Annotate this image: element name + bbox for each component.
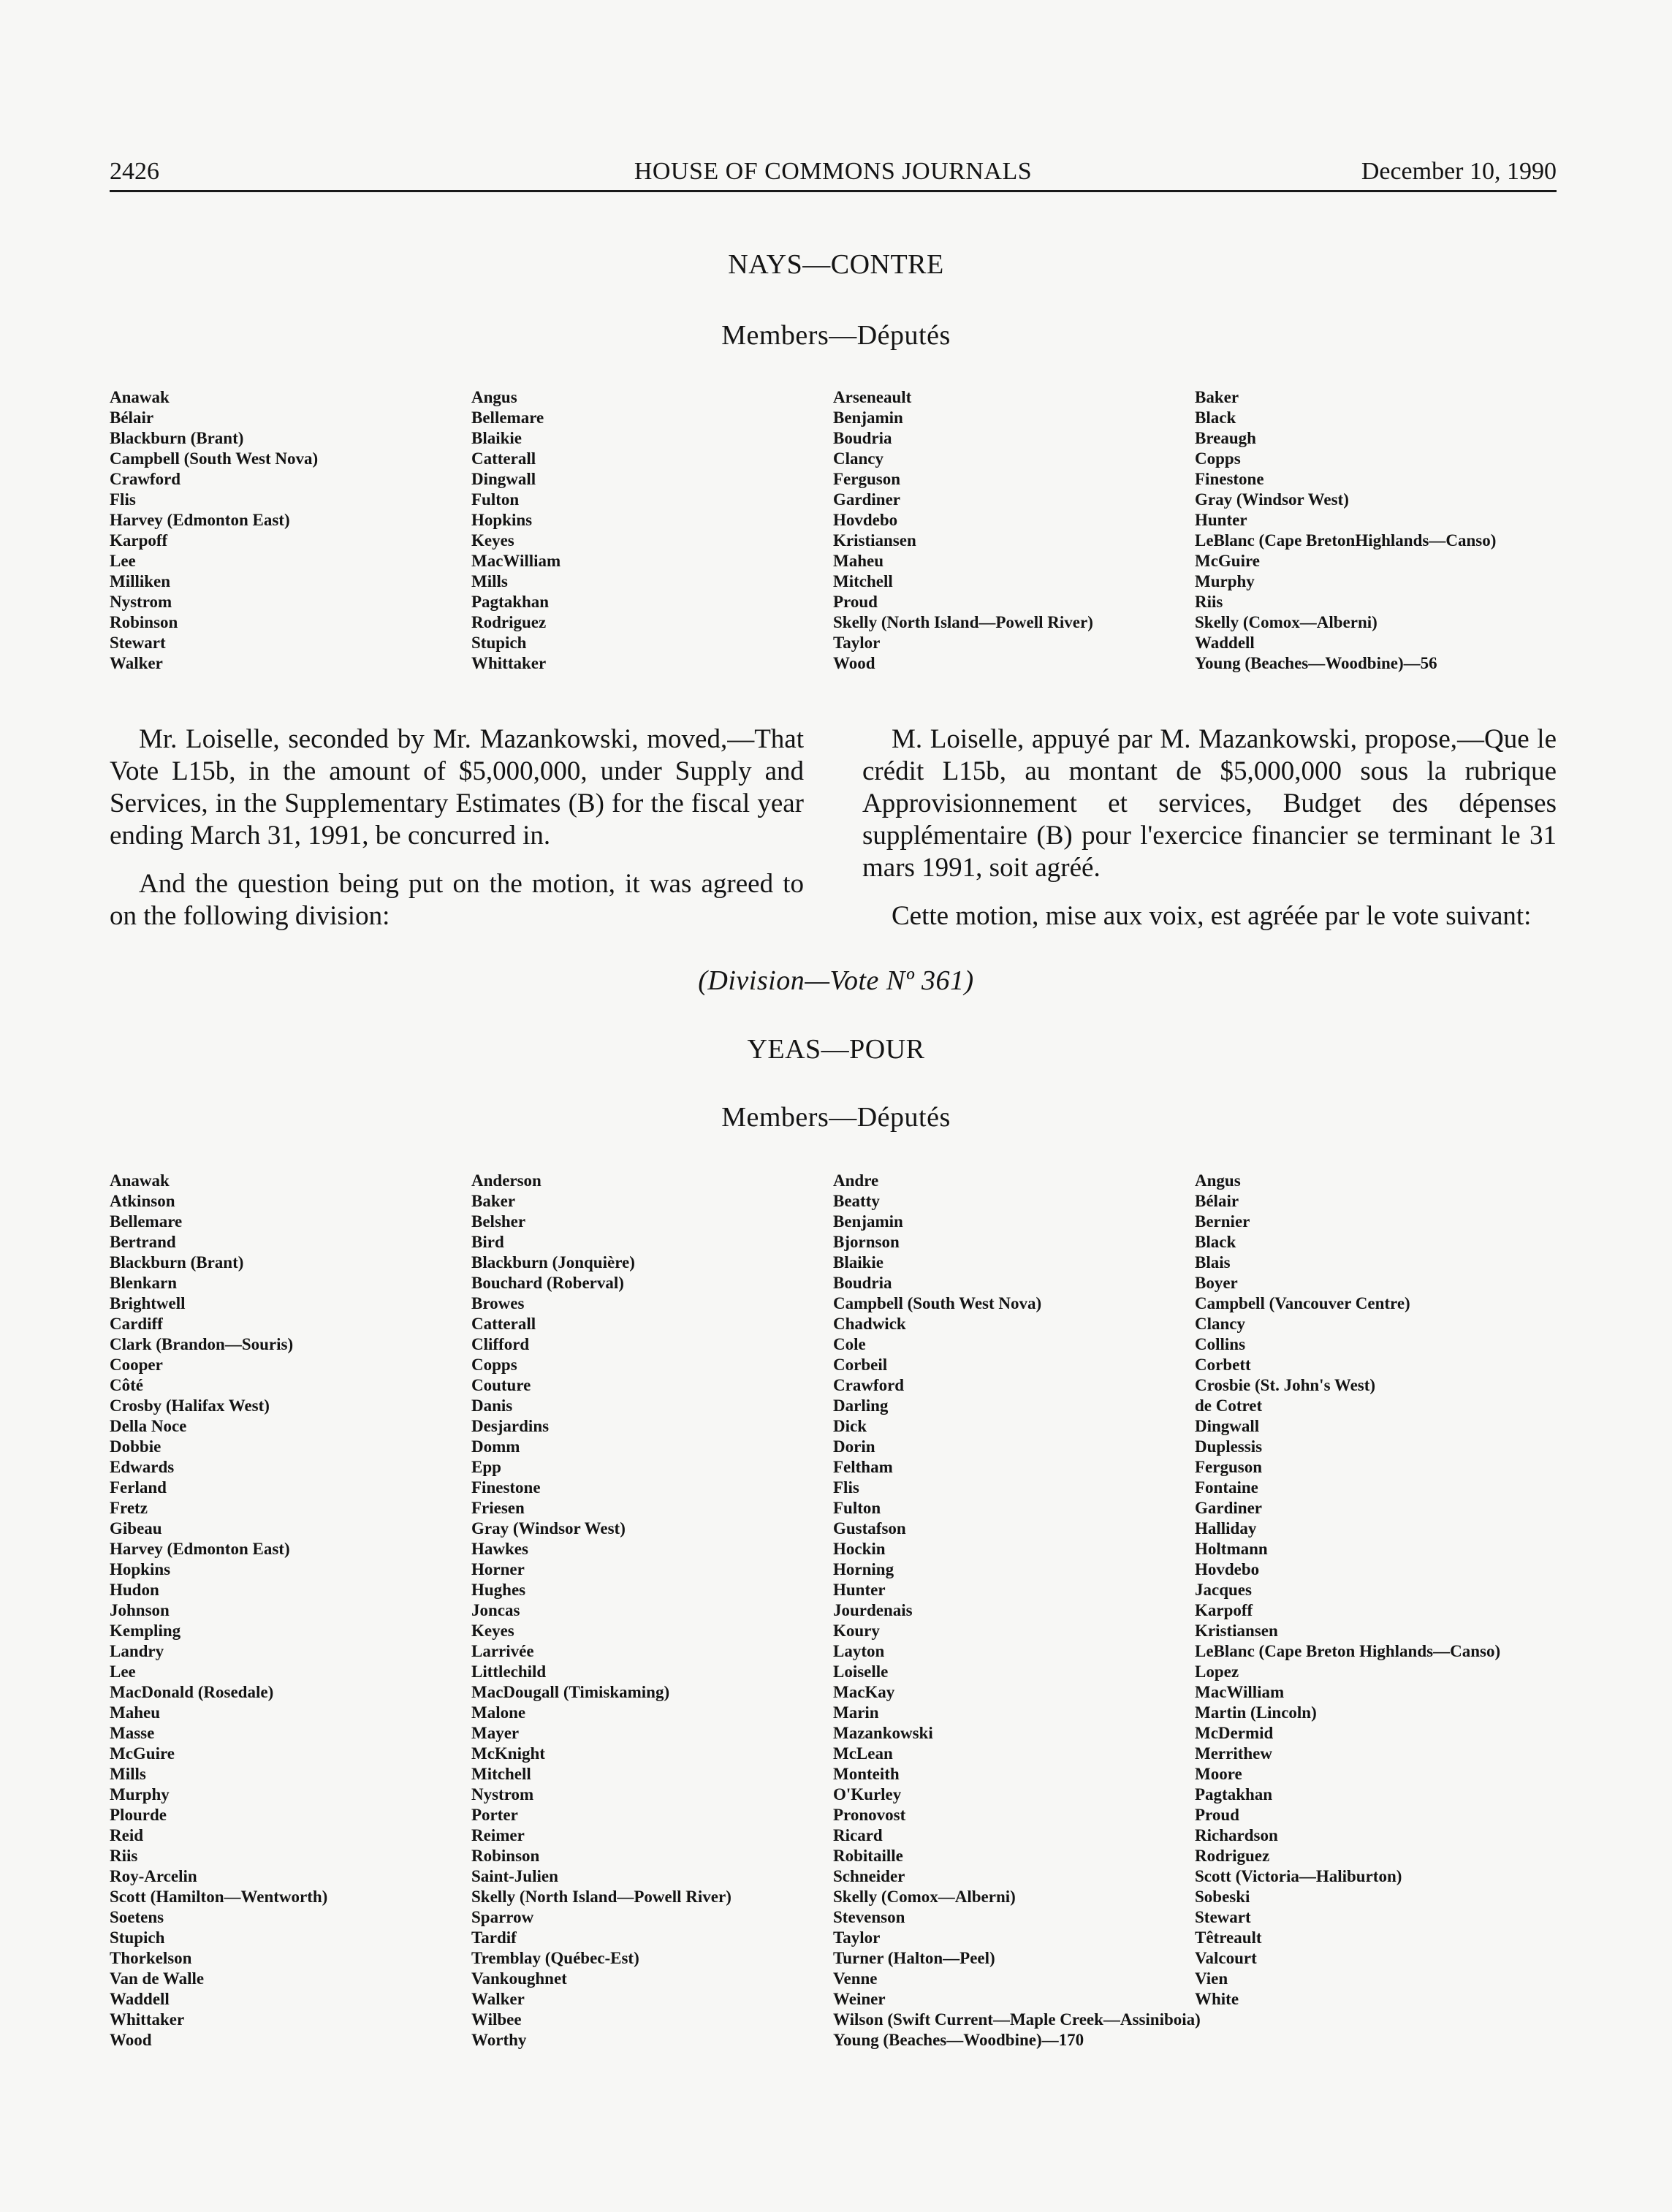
motion-french	[837, 723, 1557, 949]
member-name: Edwards	[110, 1458, 175, 1476]
yeas-column	[1195, 1171, 1557, 2051]
member-name: Darling	[833, 1396, 889, 1415]
member-name: Dobbie	[110, 1437, 162, 1456]
member-name: Bertrand	[110, 1233, 176, 1251]
member-name: Boyer	[1195, 1274, 1238, 1292]
member-name: Flis	[833, 1478, 859, 1497]
member-name: Crosby (Halifax West)	[110, 1396, 270, 1415]
member-name: Riis	[1195, 593, 1223, 611]
nays-column	[1195, 387, 1557, 674]
member-name: Blaikie	[471, 429, 522, 447]
member-name: Roy-Arcelin	[110, 1867, 197, 1885]
member-name: Crawford	[833, 1376, 905, 1394]
member-name: Kempling	[110, 1622, 181, 1640]
member-name: Richardson	[1195, 1826, 1278, 1844]
member-name: Scott (Hamilton—Wentworth)	[110, 1888, 328, 1906]
member-name: Soetens	[110, 1908, 164, 1926]
member-name: Clark (Brandon—Souris)	[110, 1335, 294, 1353]
member-name: Tremblay (Québec-Est)	[471, 1949, 639, 1967]
member-name: Lee	[110, 552, 136, 570]
member-name: Arseneault	[833, 388, 912, 406]
member-name: Saint-Julien	[471, 1867, 558, 1885]
member-name: Wood	[833, 654, 875, 672]
member-name: Joncas	[471, 1601, 520, 1619]
member-name: Nystrom	[471, 1785, 534, 1804]
member-name: Horner	[471, 1560, 525, 1578]
division-number: (Division—Vote Nº 361)	[698, 965, 974, 996]
member-name: Taylor	[833, 1928, 881, 1947]
member-name: Murphy	[1195, 572, 1255, 590]
member-name: Maheu	[110, 1703, 160, 1722]
member-name: Hopkins	[110, 1560, 171, 1578]
member-name: Mitchell	[471, 1765, 531, 1783]
member-name: Blaikie	[833, 1253, 884, 1272]
member-name: Stupich	[471, 634, 527, 652]
member-name: Van de Walle	[110, 1969, 205, 1988]
member-name: Hawkes	[471, 1540, 528, 1558]
member-name: Pronovost	[833, 1806, 906, 1824]
member-name: Valcourt	[1195, 1949, 1257, 1967]
member-name: Black	[1195, 408, 1236, 427]
member-name: Horning	[833, 1560, 894, 1578]
member-name: Corbett	[1195, 1356, 1251, 1374]
member-name: Sparrow	[471, 1908, 534, 1926]
member-name: Stewart	[110, 634, 166, 652]
member-name: Feltham	[833, 1458, 893, 1476]
member-name: Gustafson	[833, 1519, 906, 1538]
member-name: Vankoughnet	[471, 1969, 567, 1988]
member-name: Harvey (Edmonton East)	[110, 511, 290, 529]
member-name: Wilson (Swift Current—Maple Creek—Assiniboia)	[833, 2010, 1201, 2029]
member-name: Clifford	[471, 1335, 530, 1353]
member-name: Hovdebo	[1195, 1560, 1260, 1578]
member-name: Walker	[471, 1990, 525, 2008]
member-name: Fretz	[110, 1499, 148, 1517]
member-name: Gardiner	[833, 490, 900, 509]
nays-column	[833, 387, 1195, 674]
member-name: MacWilliam	[471, 552, 561, 570]
member-name: Skelly (Comox—Alberni)	[833, 1888, 1016, 1906]
member-name: Keyes	[471, 531, 514, 550]
member-name: Landry	[110, 1642, 164, 1660]
member-name: Bélair	[1195, 1192, 1239, 1210]
member-name: Kristiansen	[1195, 1622, 1278, 1640]
member-name: Young (Beaches—Woodbine)—56	[1195, 654, 1437, 672]
member-name: Gray (Windsor West)	[1195, 490, 1349, 509]
member-name: Gardiner	[1195, 1499, 1262, 1517]
member-name: Dick	[833, 1417, 867, 1435]
member-name: McKnight	[471, 1744, 545, 1763]
yeas-column	[833, 1171, 1201, 2051]
member-name: Merrithew	[1195, 1744, 1272, 1763]
member-name: Mayer	[471, 1724, 520, 1742]
member-name: Karpoff	[110, 531, 168, 550]
member-name: Belsher	[471, 1212, 526, 1231]
yeas-column	[471, 1171, 833, 2051]
member-name: Hovdebo	[833, 511, 898, 529]
member-name: Gibeau	[110, 1519, 162, 1538]
member-name: Epp	[471, 1458, 501, 1476]
nays-column	[471, 387, 833, 674]
member-name: Gray (Windsor West)	[471, 1519, 626, 1538]
member-name: Corbeil	[833, 1356, 888, 1374]
member-name: Campbell (Vancouver Centre)	[1195, 1294, 1410, 1312]
member-name: Cardiff	[110, 1315, 163, 1333]
member-name: Fulton	[471, 490, 520, 509]
member-name: Benjamin	[833, 1212, 903, 1231]
yeas-member-list	[110, 1171, 1557, 2051]
member-name: Campbell (South West Nova)	[833, 1294, 1042, 1312]
member-name: Larrivée	[471, 1642, 534, 1660]
member-name: Collins	[1195, 1335, 1246, 1353]
member-name: Stupich	[110, 1928, 165, 1947]
member-name: Whittaker	[471, 654, 547, 672]
yeas-heading: YEAS—POUR	[747, 1034, 925, 1065]
member-name: Campbell (South West Nova)	[110, 449, 319, 468]
member-name: Nystrom	[110, 593, 172, 611]
member-name: Anderson	[471, 1171, 542, 1190]
member-name: Finestone	[1195, 470, 1264, 488]
member-name: White	[1195, 1990, 1239, 2008]
journal-title: HOUSE OF COMMONS JOURNALS	[634, 158, 1033, 185]
member-name: Robinson	[471, 1847, 540, 1865]
member-name: Anawak	[110, 388, 170, 406]
member-name: Reid	[110, 1826, 143, 1844]
member-name: Taylor	[833, 634, 881, 652]
member-name: Ferguson	[1195, 1458, 1262, 1476]
member-name: Angus	[1195, 1171, 1241, 1190]
member-name: Dingwall	[471, 470, 536, 488]
member-name: Monteith	[833, 1765, 900, 1783]
member-name: Della Noce	[110, 1417, 187, 1435]
motion-english-paragraph: Mr. Loiselle, seconded by Mr. Mazankowski, moved,—That Vote L15b, in the amount of $5,000,000, under Supply and Services, in the Supplementary Estimates (B) for the fiscal year ending March 31, 1991, be concurred in.	[110, 724, 804, 851]
member-name: Masse	[110, 1724, 155, 1742]
member-name: Beatty	[833, 1192, 880, 1210]
member-name: Baker	[1195, 388, 1239, 406]
member-name: Hunter	[833, 1581, 886, 1599]
member-name: Blackburn (Jonquière)	[471, 1253, 635, 1272]
member-name: Andre	[833, 1171, 879, 1190]
member-name: Hopkins	[471, 511, 533, 529]
member-name: Venne	[833, 1969, 878, 1988]
member-name: Fulton	[833, 1499, 881, 1517]
member-name: O'Kurley	[833, 1785, 902, 1804]
member-name: Martin (Lincoln)	[1195, 1703, 1317, 1722]
motion-french-paragraph: Cette motion, mise aux voix, est agréée par le vote suivant:	[892, 901, 1532, 931]
member-name: Mazankowski	[833, 1724, 933, 1742]
member-name: Harvey (Edmonton East)	[110, 1540, 290, 1558]
member-name: de Cotret	[1195, 1396, 1263, 1415]
member-name: Waddell	[1195, 634, 1255, 652]
member-name: Kristiansen	[833, 531, 916, 550]
member-name: Stewart	[1195, 1908, 1251, 1926]
member-name: Blackburn (Brant)	[110, 429, 244, 447]
member-name: Weiner	[833, 1990, 886, 2008]
member-name: Dorin	[833, 1437, 875, 1456]
member-name: Robitaille	[833, 1847, 903, 1865]
member-name: Blackburn (Brant)	[110, 1253, 244, 1272]
member-name: Marin	[833, 1703, 879, 1722]
member-name: LeBlanc (Cape BretonHighlands—Canso)	[1195, 531, 1497, 550]
member-name: Rodriguez	[1195, 1847, 1270, 1865]
member-name: Domm	[471, 1437, 520, 1456]
member-name: Têtreault	[1195, 1928, 1262, 1947]
member-name: Karpoff	[1195, 1601, 1253, 1619]
member-name: Skelly (Comox—Alberni)	[1195, 613, 1378, 631]
member-name: Young (Beaches—Woodbine)—170	[833, 2031, 1084, 2049]
nays-member-list	[110, 387, 1557, 674]
member-name: Walker	[110, 654, 163, 672]
member-name: Riis	[110, 1847, 138, 1865]
member-name: Couture	[471, 1376, 531, 1394]
member-name: Jourdenais	[833, 1601, 913, 1619]
member-name: Flis	[110, 490, 136, 509]
member-name: Rodriguez	[471, 613, 547, 631]
member-name: Schneider	[833, 1867, 905, 1885]
member-name: Wilbee	[471, 2010, 522, 2029]
member-name: Halliday	[1195, 1519, 1257, 1538]
member-name: Hughes	[471, 1581, 526, 1599]
member-name: Chadwick	[833, 1315, 906, 1333]
member-name: Loiselle	[833, 1662, 889, 1681]
member-name: MacDougall (Timiskaming)	[471, 1683, 670, 1701]
motion-text	[110, 723, 1557, 949]
member-name: Littlechild	[471, 1662, 547, 1681]
member-name: Milliken	[110, 572, 171, 590]
member-name: Reimer	[471, 1826, 525, 1844]
member-name: McDermid	[1195, 1724, 1274, 1742]
member-name: Bélair	[110, 408, 154, 427]
page-header	[110, 152, 1557, 192]
member-name: Maheu	[833, 552, 884, 570]
member-name: Mills	[471, 572, 508, 590]
member-name: Holtmann	[1195, 1540, 1268, 1558]
member-name: Danis	[471, 1396, 513, 1415]
member-name: Catterall	[471, 449, 536, 468]
member-name: Breaugh	[1195, 429, 1256, 447]
member-name: Skelly (North Island—Powell River)	[471, 1888, 732, 1906]
member-name: Mitchell	[833, 572, 893, 590]
member-name: Vien	[1195, 1969, 1228, 1988]
member-name: Robinson	[110, 613, 178, 631]
yeas-subheading: Members—Députés	[721, 1102, 951, 1133]
member-name: Malone	[471, 1703, 526, 1722]
member-name: Clancy	[833, 449, 884, 468]
member-name: Ferguson	[833, 470, 900, 488]
member-name: MacWilliam	[1195, 1683, 1285, 1701]
member-name: Blenkarn	[110, 1274, 178, 1292]
member-name: Stevenson	[833, 1908, 905, 1926]
nays-column	[110, 387, 471, 674]
member-name: Lee	[110, 1662, 136, 1681]
member-name: Atkinson	[110, 1192, 175, 1210]
nays-subheading: Members—Députés	[721, 320, 951, 351]
member-name: Côté	[110, 1376, 143, 1394]
member-name: Moore	[1195, 1765, 1242, 1783]
member-name: Proud	[1195, 1806, 1239, 1824]
member-name: McGuire	[1195, 552, 1260, 570]
member-name: Hockin	[833, 1540, 886, 1558]
member-name: Ricard	[833, 1826, 883, 1844]
member-name: Koury	[833, 1622, 880, 1640]
member-name: Benjamin	[833, 408, 903, 427]
member-name: Bernier	[1195, 1212, 1250, 1231]
member-name: Crosbie (St. John's West)	[1195, 1376, 1376, 1394]
motion-english-paragraph: And the question being put on the motion, it was agreed to on the following division:	[110, 869, 804, 931]
motion-english	[110, 723, 837, 949]
member-name: Bellemare	[110, 1212, 183, 1231]
page-number: 2426	[110, 158, 159, 185]
member-name: Hudon	[110, 1581, 159, 1599]
member-name: Tardif	[471, 1928, 517, 1947]
member-name: LeBlanc (Cape Breton Highlands—Canso)	[1195, 1642, 1501, 1660]
member-name: Wood	[110, 2031, 152, 2049]
member-name: Bird	[471, 1233, 504, 1251]
member-name: MacDonald (Rosedale)	[110, 1683, 274, 1701]
member-name: Sobeski	[1195, 1888, 1250, 1906]
member-name: Hunter	[1195, 511, 1247, 529]
journal-date: December 10, 1990	[1361, 158, 1557, 185]
member-name: Proud	[833, 593, 878, 611]
member-name: Thorkelson	[110, 1949, 192, 1967]
member-name: Cooper	[110, 1356, 163, 1374]
member-name: Clancy	[1195, 1315, 1245, 1333]
member-name: Bouchard (Roberval)	[471, 1274, 624, 1292]
member-name: Layton	[833, 1642, 885, 1660]
member-name: Copps	[1195, 449, 1241, 468]
member-name: Ferland	[110, 1478, 167, 1497]
member-name: Johnson	[110, 1601, 170, 1619]
member-name: Dingwall	[1195, 1417, 1260, 1435]
member-name: Blais	[1195, 1253, 1231, 1272]
member-name: Mills	[110, 1765, 146, 1783]
member-name: Whittaker	[110, 2010, 185, 2029]
member-name: Waddell	[110, 1990, 170, 2008]
member-name: Fontaine	[1195, 1478, 1258, 1497]
member-name: Bjornson	[833, 1233, 900, 1251]
member-name: Boudria	[833, 1274, 892, 1292]
member-name: Porter	[471, 1806, 518, 1824]
member-name: Angus	[471, 388, 517, 406]
member-name: Catterall	[471, 1315, 536, 1333]
member-name: Turner (Halton—Peel)	[833, 1949, 995, 1967]
member-name: Pagtakhan	[471, 593, 550, 611]
member-name: Worthy	[471, 2031, 527, 2049]
member-name: Baker	[471, 1192, 516, 1210]
member-name: Keyes	[471, 1622, 514, 1640]
member-name: Murphy	[110, 1785, 170, 1804]
member-name: Copps	[471, 1356, 517, 1374]
member-name: McGuire	[110, 1744, 175, 1763]
member-name: Friesen	[471, 1499, 525, 1517]
member-name: Anawak	[110, 1171, 170, 1190]
motion-french-paragraph: M. Loiselle, appuyé par M. Mazankowski, propose,—Que le crédit L15b, au montant de $5,000,000 sous la rubrique Approvisionnement et services, Budget des dépenses supplémentaire (B) pour l'exercice financier se terminant le 31 mars 1991, soit agréé.	[862, 724, 1557, 883]
member-name: Pagtakhan	[1195, 1785, 1273, 1804]
member-name: Skelly (North Island—Powell River)	[833, 613, 1093, 631]
member-name: Boudria	[833, 429, 892, 447]
yeas-column	[110, 1171, 471, 2051]
member-name: McLean	[833, 1744, 893, 1763]
member-name: Lopez	[1195, 1662, 1239, 1681]
member-name: Jacques	[1195, 1581, 1252, 1599]
member-name: MacKay	[833, 1683, 895, 1701]
member-name: Finestone	[471, 1478, 541, 1497]
member-name: Crawford	[110, 470, 181, 488]
nays-heading: NAYS—CONTRE	[728, 249, 944, 280]
member-name: Bellemare	[471, 408, 544, 427]
member-name: Plourde	[110, 1806, 167, 1824]
member-name: Desjardins	[471, 1417, 550, 1435]
member-name: Duplessis	[1195, 1437, 1263, 1456]
member-name: Browes	[471, 1294, 525, 1312]
member-name: Brightwell	[110, 1294, 186, 1312]
member-name: Cole	[833, 1335, 866, 1353]
member-name: Black	[1195, 1233, 1236, 1251]
member-name: Scott (Victoria—Haliburton)	[1195, 1867, 1402, 1885]
